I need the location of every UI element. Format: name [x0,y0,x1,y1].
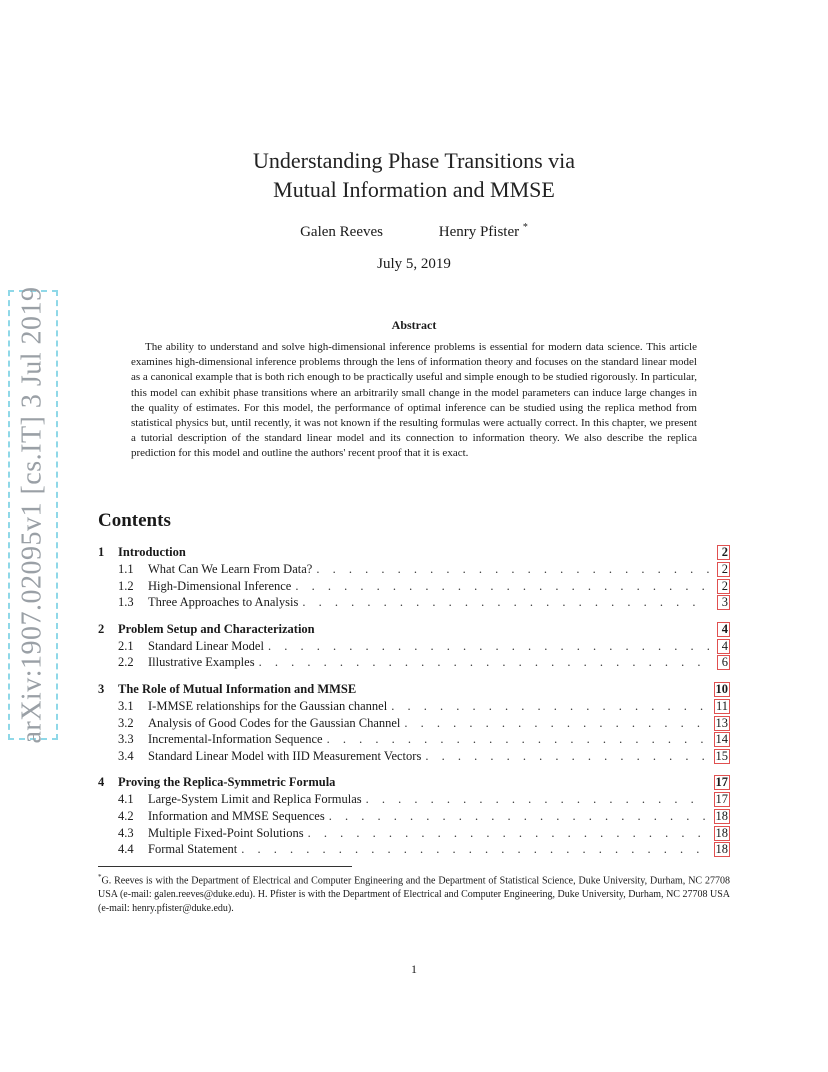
toc-subsection[interactable] [98,842,730,859]
toc-page-link[interactable]: 18 [715,842,728,857]
toc-subsection-number: 2.2 [118,655,134,670]
toc-subsection-title[interactable]: What Can We Learn From Data? [148,562,313,576]
toc-section-number: 2 [98,621,105,636]
toc-leader-dots [391,699,706,714]
toc-leader-dots [295,579,709,594]
title-line-2: Mutual Information and MMSE [273,177,555,202]
toc-section-title[interactable]: Problem Setup and Characterization [118,621,315,636]
toc-page-link[interactable]: 10 [715,681,728,696]
abstract-heading: Abstract [391,318,437,332]
paper-title [0,146,828,204]
toc-page-link[interactable]: 4 [717,639,730,654]
toc-subsection-number: 1.2 [118,578,134,593]
toc-subsection-number: 3.3 [118,732,134,747]
toc-leader-dots [259,655,709,670]
toc-subsection-number: 3.4 [118,748,134,763]
toc-leader-dots [329,809,706,824]
toc-subsection[interactable] [98,792,730,809]
toc-section-number: 3 [98,681,105,696]
paper-date: July 5, 2019 [377,256,451,272]
toc-page-link[interactable]: 6 [717,655,730,670]
toc-subsection[interactable] [98,595,730,612]
footnote-text: G. Reeves is with the Department of Electrical and Computer Engineering and the Department of Statistical Science, Duke University, Durham, NC 27708 USA (e-mail: galen.reeves@duke.edu). H. Pfister is with the Department of Electrical and Computer Engineering, Duke University, Durham, NC 27708 USA (e-mail: henry.pfister@duke.edu). [98,875,730,915]
abstract-text: The ability to understand and solve high-dimensional inference problems is essential for modern data science. This article examines high-dimensional inference problems through the lens of information theory and focuses on the standard linear model as a canonical example that is both rich enough to be practically useful and simple enough to be studied rigorously. In particular, this model can exhibit phase transitions where an arbitrarily small change in the model parameters can induce large changes in the quality of estimates. For this model, the performance of optimal inference can be studied using the replica method from statistical physics but, until recently, it was not known if the resulting formulas were actually correct. In this chapter, we present a tutorial description of the standard linear model and its connection to information theory. We also describe the replica prediction for this model and outline the authors' recent proof that it is exact. [131,341,697,460]
toc-page-link[interactable]: 18 [715,808,728,823]
toc-subsection-title[interactable]: Large-System Limit and Replica Formulas [148,792,362,807]
author-2 [439,224,528,240]
toc-leader-dots [316,562,709,577]
toc-section[interactable] [98,682,730,699]
toc-section-title[interactable]: Introduction [118,545,186,559]
toc-section[interactable] [98,622,730,639]
toc-page-link[interactable]: 18 [715,825,728,840]
toc-page-link[interactable]: 15 [715,748,728,763]
contents-heading: Contents [98,510,171,531]
toc-subsection[interactable] [98,826,730,843]
toc-page-link[interactable]: 2 [717,545,730,560]
toc-page-link[interactable]: 2 [717,579,730,594]
toc-subsection[interactable] [98,639,730,656]
page-number: 1 [411,962,417,976]
toc-section-title[interactable]: Proving the Replica-Symmetric Formula [118,775,336,790]
table-of-contents [98,545,730,859]
toc-page-link[interactable]: 14 [715,732,728,747]
toc-subsection-number: 3.1 [118,698,134,713]
toc-subsection-number: 1.1 [118,562,134,576]
footnote [98,870,730,916]
toc-leader-dots [302,595,709,610]
toc-subsection[interactable] [98,749,730,766]
toc-subsection-title[interactable]: Formal Statement [148,842,238,857]
toc-leader-dots [327,732,706,747]
toc-subsection-title[interactable]: Standard Linear Model [148,638,264,653]
toc-leader-dots [241,842,705,857]
author-1: Galen Reeves [300,224,383,240]
toc-subsection-title[interactable]: Standard Linear Model with IID Measurement Vectors [148,748,422,763]
arxiv-watermark [8,286,58,744]
author-list [0,222,828,241]
toc-page-link[interactable]: 4 [717,622,730,637]
toc-subsection-title[interactable]: I-MMSE relationships for the Gaussian channel [148,698,388,713]
toc-subsection-title[interactable]: Illustrative Examples [148,655,255,670]
toc-subsection[interactable] [98,699,730,716]
toc-leader-dots [404,716,705,731]
toc-subsection[interactable] [98,809,730,826]
toc-page-link[interactable]: 17 [715,792,728,807]
toc-subsection-number: 2.1 [118,638,134,653]
toc-subsection-number: 4.3 [118,825,134,840]
toc-leader-dots [308,826,706,841]
toc-section[interactable] [98,775,730,792]
author-2-footnote-mark[interactable]: * [522,222,528,233]
toc-section-number: 4 [98,775,105,790]
toc-section-title[interactable]: The Role of Mutual Information and MMSE [118,681,357,696]
toc-section-number: 1 [98,545,105,559]
toc-subsection-title[interactable]: Three Approaches to Analysis [148,595,299,610]
title-line-1: Understanding Phase Transitions via [252,148,576,173]
toc-leader-dots [366,792,706,807]
toc-subsection[interactable] [98,716,730,733]
toc-subsection-title[interactable]: Incremental-Information Sequence [148,732,323,747]
author-2-name: Henry Pfister [438,224,520,240]
toc-subsection-number: 3.2 [118,715,134,730]
arxiv-identifier: arXiv:1907.02095v1 [cs.IT] 3 Jul 2019 [17,286,49,744]
toc-page-link[interactable]: 11 [715,698,728,713]
footnote-mark: * [98,873,102,881]
toc-subsection[interactable] [98,655,730,672]
toc-subsection-number: 4.2 [118,808,134,823]
toc-subsection-title[interactable]: High-Dimensional Inference [148,578,292,593]
toc-page-link[interactable]: 2 [717,562,730,577]
toc-subsection-title[interactable]: Information and MMSE Sequences [148,808,325,823]
footnote-rule [98,866,352,867]
toc-subsection[interactable] [98,579,730,596]
toc-page-link[interactable]: 13 [715,715,728,730]
toc-subsection-title[interactable]: Multiple Fixed-Point Solutions [148,825,304,840]
toc-subsection[interactable] [98,732,730,749]
toc-subsection-title[interactable]: Analysis of Good Codes for the Gaussian Channel [148,715,401,730]
toc-section[interactable] [98,545,730,562]
toc-subsection-number: 4.4 [118,842,134,857]
toc-page-link[interactable]: 3 [717,595,730,610]
toc-leader-dots [268,639,709,654]
toc-subsection-number: 1.3 [118,595,134,610]
toc-page-link[interactable]: 17 [715,775,728,790]
toc-subsection[interactable] [98,562,730,579]
toc-leader-dots [425,749,705,764]
toc-subsection-number: 4.1 [118,792,134,807]
